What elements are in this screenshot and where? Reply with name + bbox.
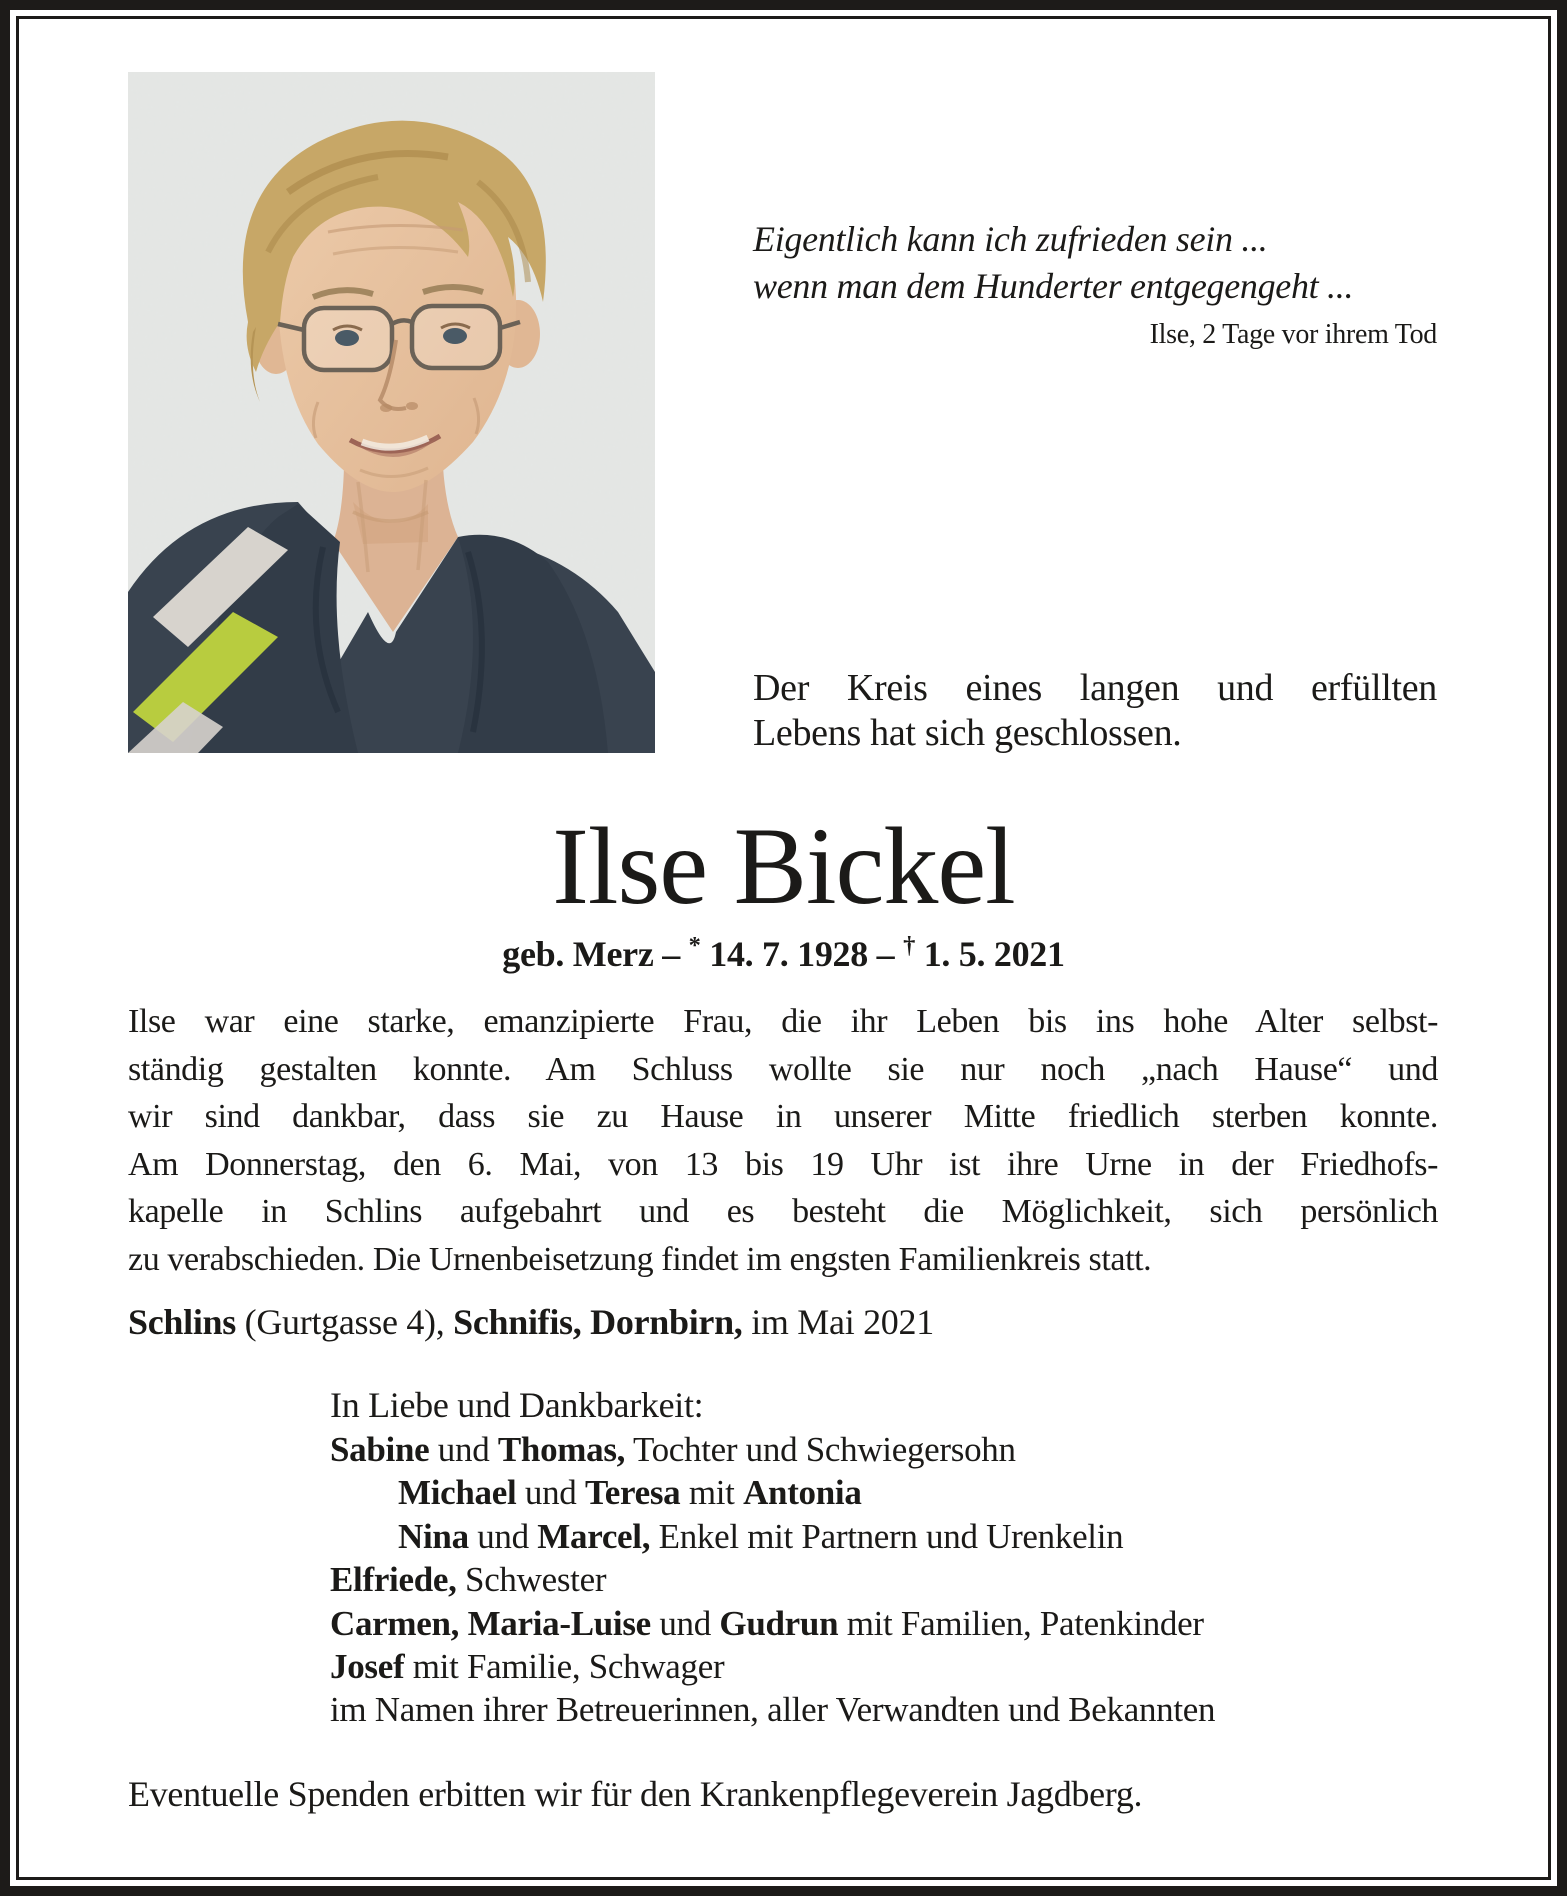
quote-line-1: Eigentlich kann ich zufrieden sein ... — [753, 219, 1268, 259]
quote-attribution: Ilse, 2 Tage vor ihrem Tod — [1149, 319, 1437, 350]
obituary-line: wir sind dankbar, dass sie zu Hause in unserer Mitte friedlich sterben konnte. — [128, 1098, 1438, 1136]
mourner-line: Michael und Teresa mit Antonia — [398, 1473, 862, 1513]
donation-note: Eventuelle Spenden erbitten wir für den Krankenpflegeverein Jagdberg. — [128, 1774, 1143, 1814]
memorial-quote — [753, 216, 1437, 352]
places-date-line: Schlins (Gurtgasse 4), Schnifis, Dornbirn, im Mai 2021 — [128, 1302, 934, 1342]
obituary-line: zu verabschieden. Die Urnenbeisetzung findet im engsten Familienkreis statt. — [128, 1240, 1152, 1278]
birth-death-line: geb. Merz – * 14. 7. 1928 – † 1. 5. 2021 — [502, 932, 1065, 974]
mourner-line: Josef mit Familie, Schwager — [330, 1647, 725, 1687]
mourners-list — [330, 1428, 1440, 1732]
intro-line-2: Lebens hat sich geschlossen. — [753, 712, 1182, 754]
obituary-text — [128, 998, 1438, 1284]
quote-line-2: wenn man dem Hunderter entgegengeht ... — [753, 266, 1354, 306]
mourner-line: im Namen ihrer Betreuerinnen, aller Verwandten und Bekannten — [330, 1690, 1216, 1730]
mourner-line: Sabine und Thomas, Tochter und Schwiegersohn — [330, 1430, 1016, 1469]
mourner-line: Carmen, Maria-Luise und Gudrun mit Familien, Patenkinder — [330, 1603, 1204, 1643]
mourner-line: Elfriede, Schwester — [330, 1560, 607, 1600]
obituary-line: ständig gestalten konnte. Am Schluss wollte sie nur noch „nach Hause“ und — [128, 1050, 1438, 1088]
portrait-illustration — [128, 72, 655, 753]
closing-salutation: In Liebe und Dankbarkeit: — [330, 1385, 704, 1425]
portrait-photo — [128, 72, 655, 753]
obituary-line: Am Donnerstag, den 6. Mai, von 13 bis 19 Uhr ist ihre Urne in der Friedhofs- — [128, 1145, 1438, 1183]
intro-line-1: Der Kreis eines langen und erfüllten — [753, 667, 1437, 709]
obituary-line: Ilse war eine starke, emanzipierte Frau, die ihr Leben bis ins hohe Alter selbst- — [128, 1003, 1438, 1040]
intro-sentence — [753, 666, 1437, 756]
obituary-line: kapelle in Schlins aufgebahrt und es besteht die Möglichkeit, sich persönlich — [128, 1193, 1438, 1231]
mourner-line: Nina und Marcel, Enkel mit Partnern und Urenkelin — [398, 1516, 1124, 1556]
deceased-name: Ilse Bickel — [552, 805, 1015, 927]
